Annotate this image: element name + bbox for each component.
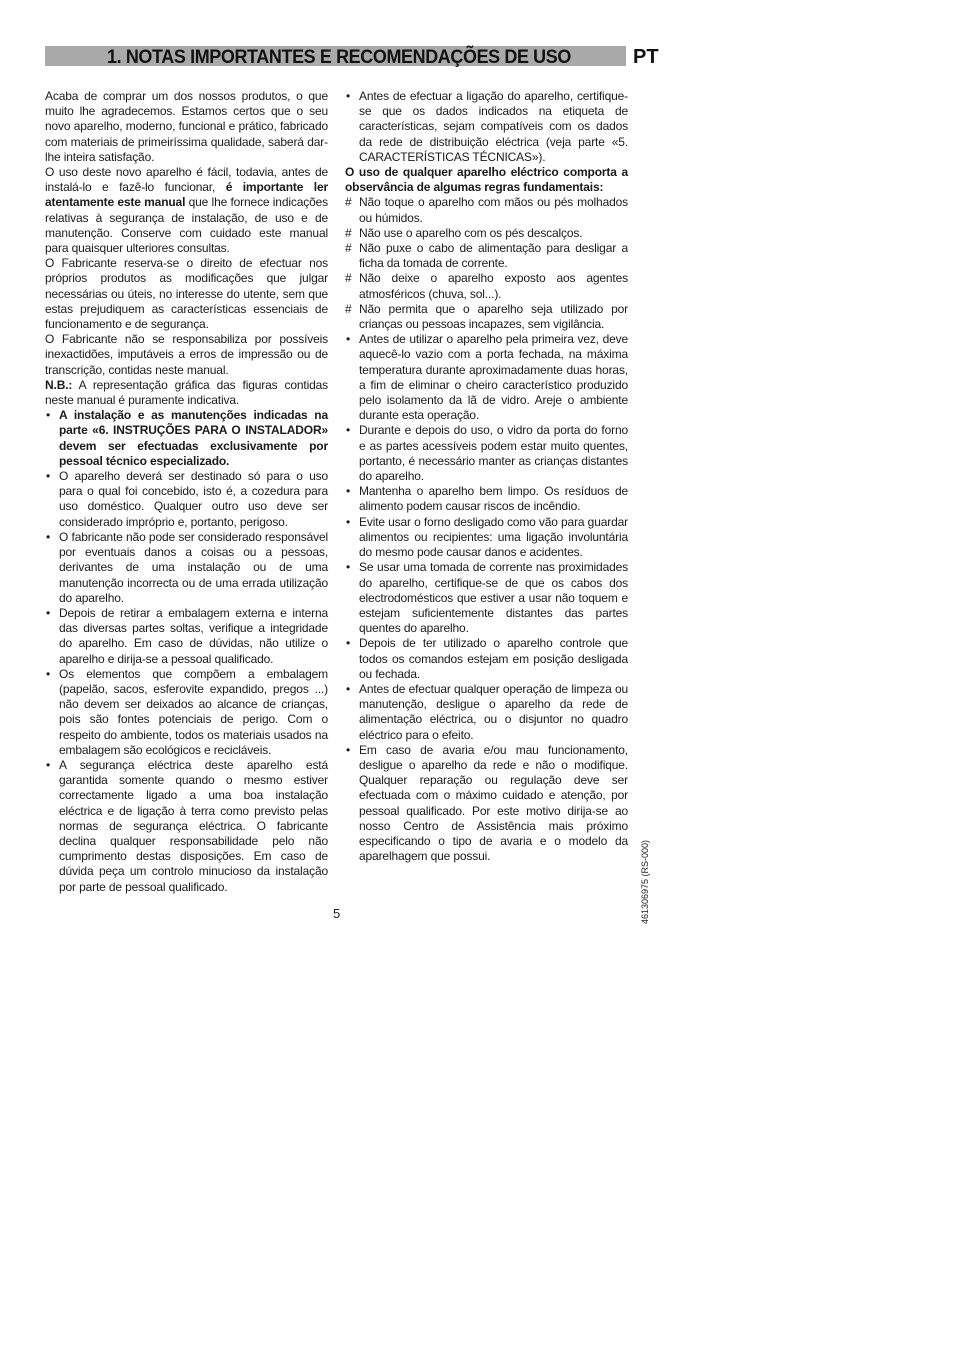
page-number: 5 bbox=[333, 906, 341, 921]
list-item: • Antes de utilizar o aparelho pela primeira vez, deve aquecê-lo vazio com a porta fechada, na máxima temperatura durante aproximadamente duas horas, a fim de eliminar o cheiro característico produzido pelo isolamento da lã de vidro. Areje o ambiente durante esta operação. bbox=[346, 332, 628, 423]
bullet-marker: • bbox=[346, 89, 351, 103]
hash-marker: # bbox=[345, 301, 352, 316]
rule-item: # Não deixe o aparelho exposto aos agentes atmosféricos (chuva, sol...). bbox=[345, 271, 628, 301]
bullet-marker: • bbox=[46, 469, 51, 484]
bullet-marker: • bbox=[346, 423, 351, 438]
right-column bbox=[345, 89, 628, 864]
list-item: • Depois de retirar a embalagem externa e interna das diversas partes soltas, verifique a integridade do aparelho. Em caso de dúvidas, não utilize o aparelho e dirija-se a pessoal qualificado. bbox=[46, 605, 328, 666]
hash-marker: # bbox=[345, 195, 352, 210]
intro-paragraph: O Fabricante não se responsabiliza por possíveis inexactidões, imputáveis a erros de impressão ou de transcrição, contidas neste manual. bbox=[45, 332, 328, 377]
list-item: • Evite usar o forno desligado como vão para guardar alimentos ou recipientes: uma ligação involuntária do mesmo pode causar danos e acidentes. bbox=[346, 514, 628, 560]
left-bullet-list bbox=[45, 408, 328, 895]
rules-list bbox=[345, 195, 628, 332]
bullet-marker: • bbox=[46, 666, 51, 681]
list-item: • Mantenha o aparelho bem limpo. Os resíduos de alimento podem causar riscos de incêndio. bbox=[346, 484, 628, 514]
hash-marker: # bbox=[345, 225, 352, 240]
list-item: • Durante e depois do uso, o vidro da porta do forno e as partes acessíveis podem estar muito quentes, portanto, é necessário manter as crianças distantes do aparelho. bbox=[346, 423, 628, 484]
bullet-marker: • bbox=[46, 757, 51, 772]
list-item: • Em caso de avaria e/ou mau funcionamento, desligue o aparelho da rede e não o modifique. Qualquer reparação ou regulação deve ser efectuada com o máximo cuidado e atenção, por pessoal qualificado. Por este motivo dirija-se ao nosso Centro de Assistência mais próximo especificando o tipo de avaria e o modelo da aparelhagem que possui. bbox=[346, 742, 628, 864]
rule-item: # Não toque o aparelho com mãos ou pés molhados ou húmidos. bbox=[345, 195, 628, 225]
bullet-marker: • bbox=[346, 332, 351, 347]
list-item: • A segurança eléctrica deste aparelho está garantida somente quando o mesmo estiver correctamente ligado a uma boa instalação eléctrica e de ligação à terra como previsto pelas normas de segurança eléctrica. O fabricante declina qualquer responsabilidade pelo não cumprimento destas disposições. Em caso de dúvida peça um controlo minucioso da instalação por parte de pessoal qualificado. bbox=[46, 757, 328, 894]
emphasis-text: é importante ler atentamente este manual bbox=[45, 180, 329, 210]
list-item: • Antes de efectuar a ligação do aparelho, certifique-se que os dados indicados na etiqueta de características, sejam compatíveis com os dados da rede de distribuição eléctrica (veja parte «5. CARACTERÍSTICAS TÉCNICAS»). bbox=[346, 89, 628, 164]
list-item: • O aparelho deverá ser destinado só para o uso para o qual foi concebido, isto é, a cozedura para uso doméstico. Qualquer outro uso deve ser considerado impróprio e, portanto, perigoso. bbox=[46, 469, 328, 529]
bullet-marker: • bbox=[46, 408, 51, 423]
bullet-marker: • bbox=[346, 636, 351, 651]
intro-paragraph: Acaba de comprar um dos nossos produtos, o que muito lhe agradecemos. Estamos certos que o seu novo aparelho, moderno, funcional e prático, fabricado com materiais de primeiríssima qualidade, saberá dar-lhe inteira satisfação. bbox=[45, 89, 328, 164]
bullet-marker: • bbox=[346, 560, 351, 575]
language-code: PT bbox=[633, 46, 659, 68]
rule-item: # Não permita que o aparelho seja utilizado por crianças ou pessoas incapazes, sem vigilância. bbox=[345, 301, 628, 332]
right-bullet-list-top bbox=[345, 89, 628, 165]
list-item: • Depois de ter utilizado o aparelho controle que todos os comandos estejam em posição desligada ou fechada. bbox=[346, 636, 628, 681]
intro-paragraph: O uso deste novo aparelho é fácil, todavia, antes de instalá-lo e fazê-lo funcionar, é importante ler atentamente este manual que lhe fornece indicações relativas à segurança de instalação, de uso e de manutenção. Conserve com cuidado este manual para quaisquer ulteriores consultas. bbox=[45, 165, 329, 256]
intro-paragraph: O Fabricante reserva-se o direito de efectuar nos próprios produtos as modificações que julgar necessárias ou úteis, no interesse do utente, sem que estas prejudiquem as características essenciais de funcionamento e de segurança. bbox=[45, 256, 328, 332]
bullet-marker: • bbox=[46, 529, 51, 544]
bullet-marker: • bbox=[346, 514, 351, 529]
document-code: 461306975 (RS-000) bbox=[640, 839, 650, 924]
list-item: • Antes de efectuar qualquer operação de limpeza ou manutenção, desligue o aparelho da rede de alimentação eléctrica, ou o disjuntor no quadro eléctrico para o efeito. bbox=[346, 681, 628, 742]
hash-marker: # bbox=[345, 241, 352, 256]
bullet-marker: • bbox=[46, 605, 51, 620]
list-item: • O fabricante não pode ser considerado responsável por eventuais danos a coisas ou a pessoas, derivantes de uma instalação ou de uma manutenção incorrecta ou de uma errada utilização do aparelho. bbox=[46, 529, 328, 605]
right-bullet-list bbox=[345, 332, 628, 864]
list-item: • Se usar uma tomada de corrente nas proximidades do aparelho, certifique-se de que os cabos dos electrodomésticos que estiver a usar não toquem e estejam suficientemente distantes das partes quentes do aparelho. bbox=[346, 560, 628, 636]
bullet-marker: • bbox=[346, 681, 351, 696]
hash-marker: # bbox=[345, 271, 352, 286]
rules-heading: O uso de qualquer aparelho eléctrico comporta a observância de algumas regras fundamentais: bbox=[345, 165, 628, 195]
rule-item: # Não puxe o cabo de alimentação para desligar a ficha da tomada de corrente. bbox=[345, 241, 628, 271]
rule-item: # Não use o aparelho com os pés descalços. bbox=[345, 225, 583, 240]
page-title: 1. NOTAS IMPORTANTES E RECOMENDAÇÕES DE USO bbox=[107, 46, 571, 68]
note-label: N.B.: bbox=[45, 377, 73, 392]
bullet-marker: • bbox=[346, 484, 351, 499]
bullet-marker: • bbox=[346, 742, 351, 757]
list-item: • Os elementos que compõem a embalagem (papelão, sacos, esferovite expandido, pregos ...) não devem ser deixados ao alcance de crianças, pois são fontes potenciais de perigo. Com o respeito do ambiente, todos os materiais usados na embalagem são ecológicos e recicláveis. bbox=[46, 666, 328, 757]
left-column bbox=[45, 89, 328, 895]
note-paragraph: N.B.: A representação gráfica das figuras contidas neste manual é puramente indicativa. bbox=[45, 377, 328, 408]
list-item: • A instalação e as manutenções indicadas na parte «6. INSTRUÇÕES PARA O INSTALADOR» devem ser efectuadas exclusivamente por pessoal técnico especializado. bbox=[46, 408, 328, 468]
